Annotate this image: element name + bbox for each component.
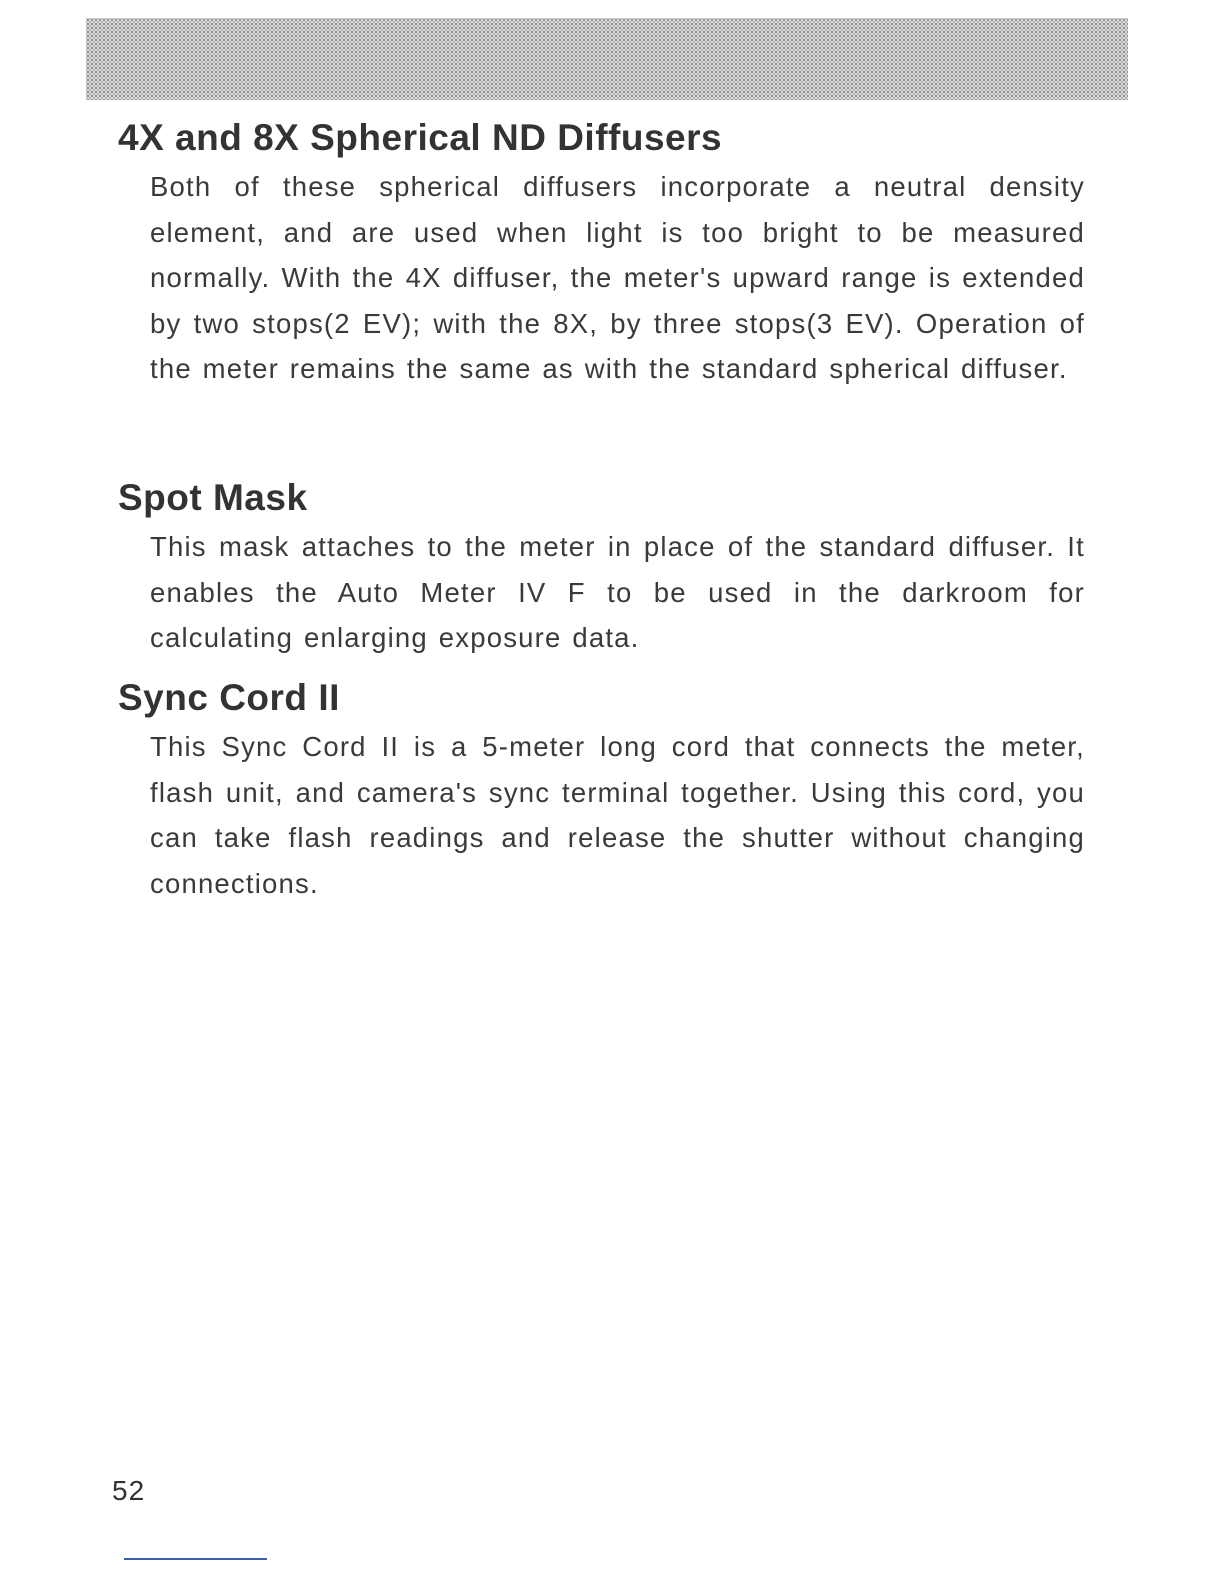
section-heading: Sync Cord II <box>118 677 340 718</box>
section-nd-diffusers <box>118 116 1088 392</box>
header-halftone-band <box>86 18 1128 100</box>
section-heading: 4X and 8X Spherical ND Diffusers <box>118 117 723 158</box>
section-body: This Sync Cord II is a 5-meter long cord that connects the meter, flash unit, and camera's sync terminal together. Using this cord, you can take flash readings and release the shutter without changing connections. <box>150 731 1085 899</box>
page-number: 52 <box>112 1475 146 1506</box>
section-spot-mask <box>118 476 1088 661</box>
section-sync-cord <box>118 676 1088 906</box>
section-body: This mask attaches to the meter in place of the standard diffuser. It enables the Auto Meter IV F to be used in the darkroom for calculating enlarging exposure data. <box>150 531 1085 653</box>
footer-rule <box>124 1558 267 1560</box>
section-heading: Spot Mask <box>118 477 308 518</box>
section-body: Both of these spherical diffusers incorporate a neutral density element, and are used when light is too bright to be measured normally. With the 4X diffuser, the meter's upward range is extended by two stops(2 EV); with the 8X, by three stops(3 EV). Operation of the meter remains the same as with the standard spherical diffuser. <box>150 171 1085 384</box>
